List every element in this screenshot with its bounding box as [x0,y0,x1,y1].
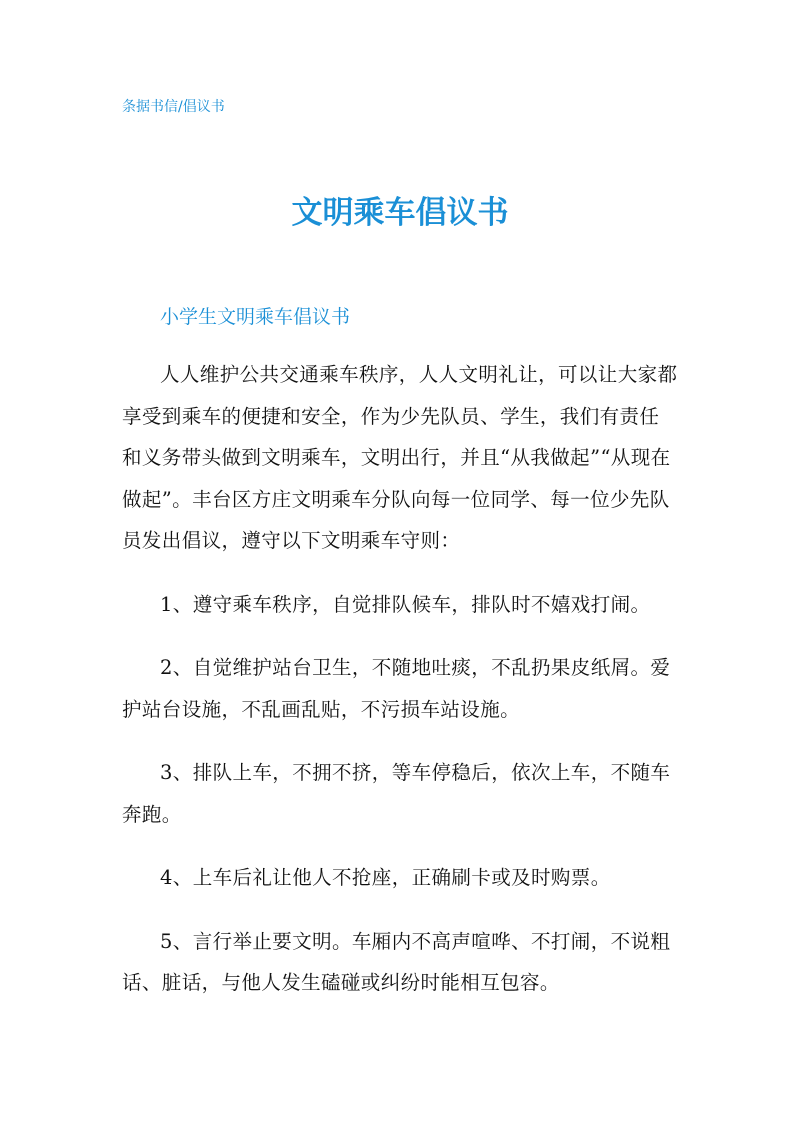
intro-paragraph: 人人维护公共交通乘车秩序，人人文明礼让，可以让大家都享受到乘车的便捷和安全，作为少先队员、学生，我们有责任和义务带头做到文明乘车，文明出行，并且“从我做起”“从现在做起”。丰台区方庄文明乘车分队向每一位同学、每一位少先队员发出倡议，遵守以下文明乘车守则： [122,363,678,552]
rule-item-2: 2、自觉维护站台卫生，不随地吐痰，不乱扔果皮纸屑。爱护站台设施，不乱画乱贴，不污损车站设施。 [122,656,671,721]
rule-item-3: 3、排队上车，不拥不挤，等车停稳后，依次上车，不随车奔跑。 [122,761,671,826]
rule-item-5: 5、言行举止要文明。车厢内不高声喧哗、不打闹，不说粗话、脏话，与他人发生磕碰或纠纷时能相互包容。 [122,929,671,994]
rule-item-4: 4、上车后礼让他人不抢座，正确刷卡或及时购票。 [160,866,611,889]
breadcrumb[interactable]: 条据书信/倡议书 [122,99,225,115]
page-title: 文明乘车倡议书 [291,195,509,231]
section-subtitle: 小学生文明乘车倡议书 [160,306,351,328]
rule-item-1: 1、遵守乘车秩序，自觉排队候车，排队时不嬉戏打闹。 [160,592,651,616]
document-body [122,354,678,1026]
